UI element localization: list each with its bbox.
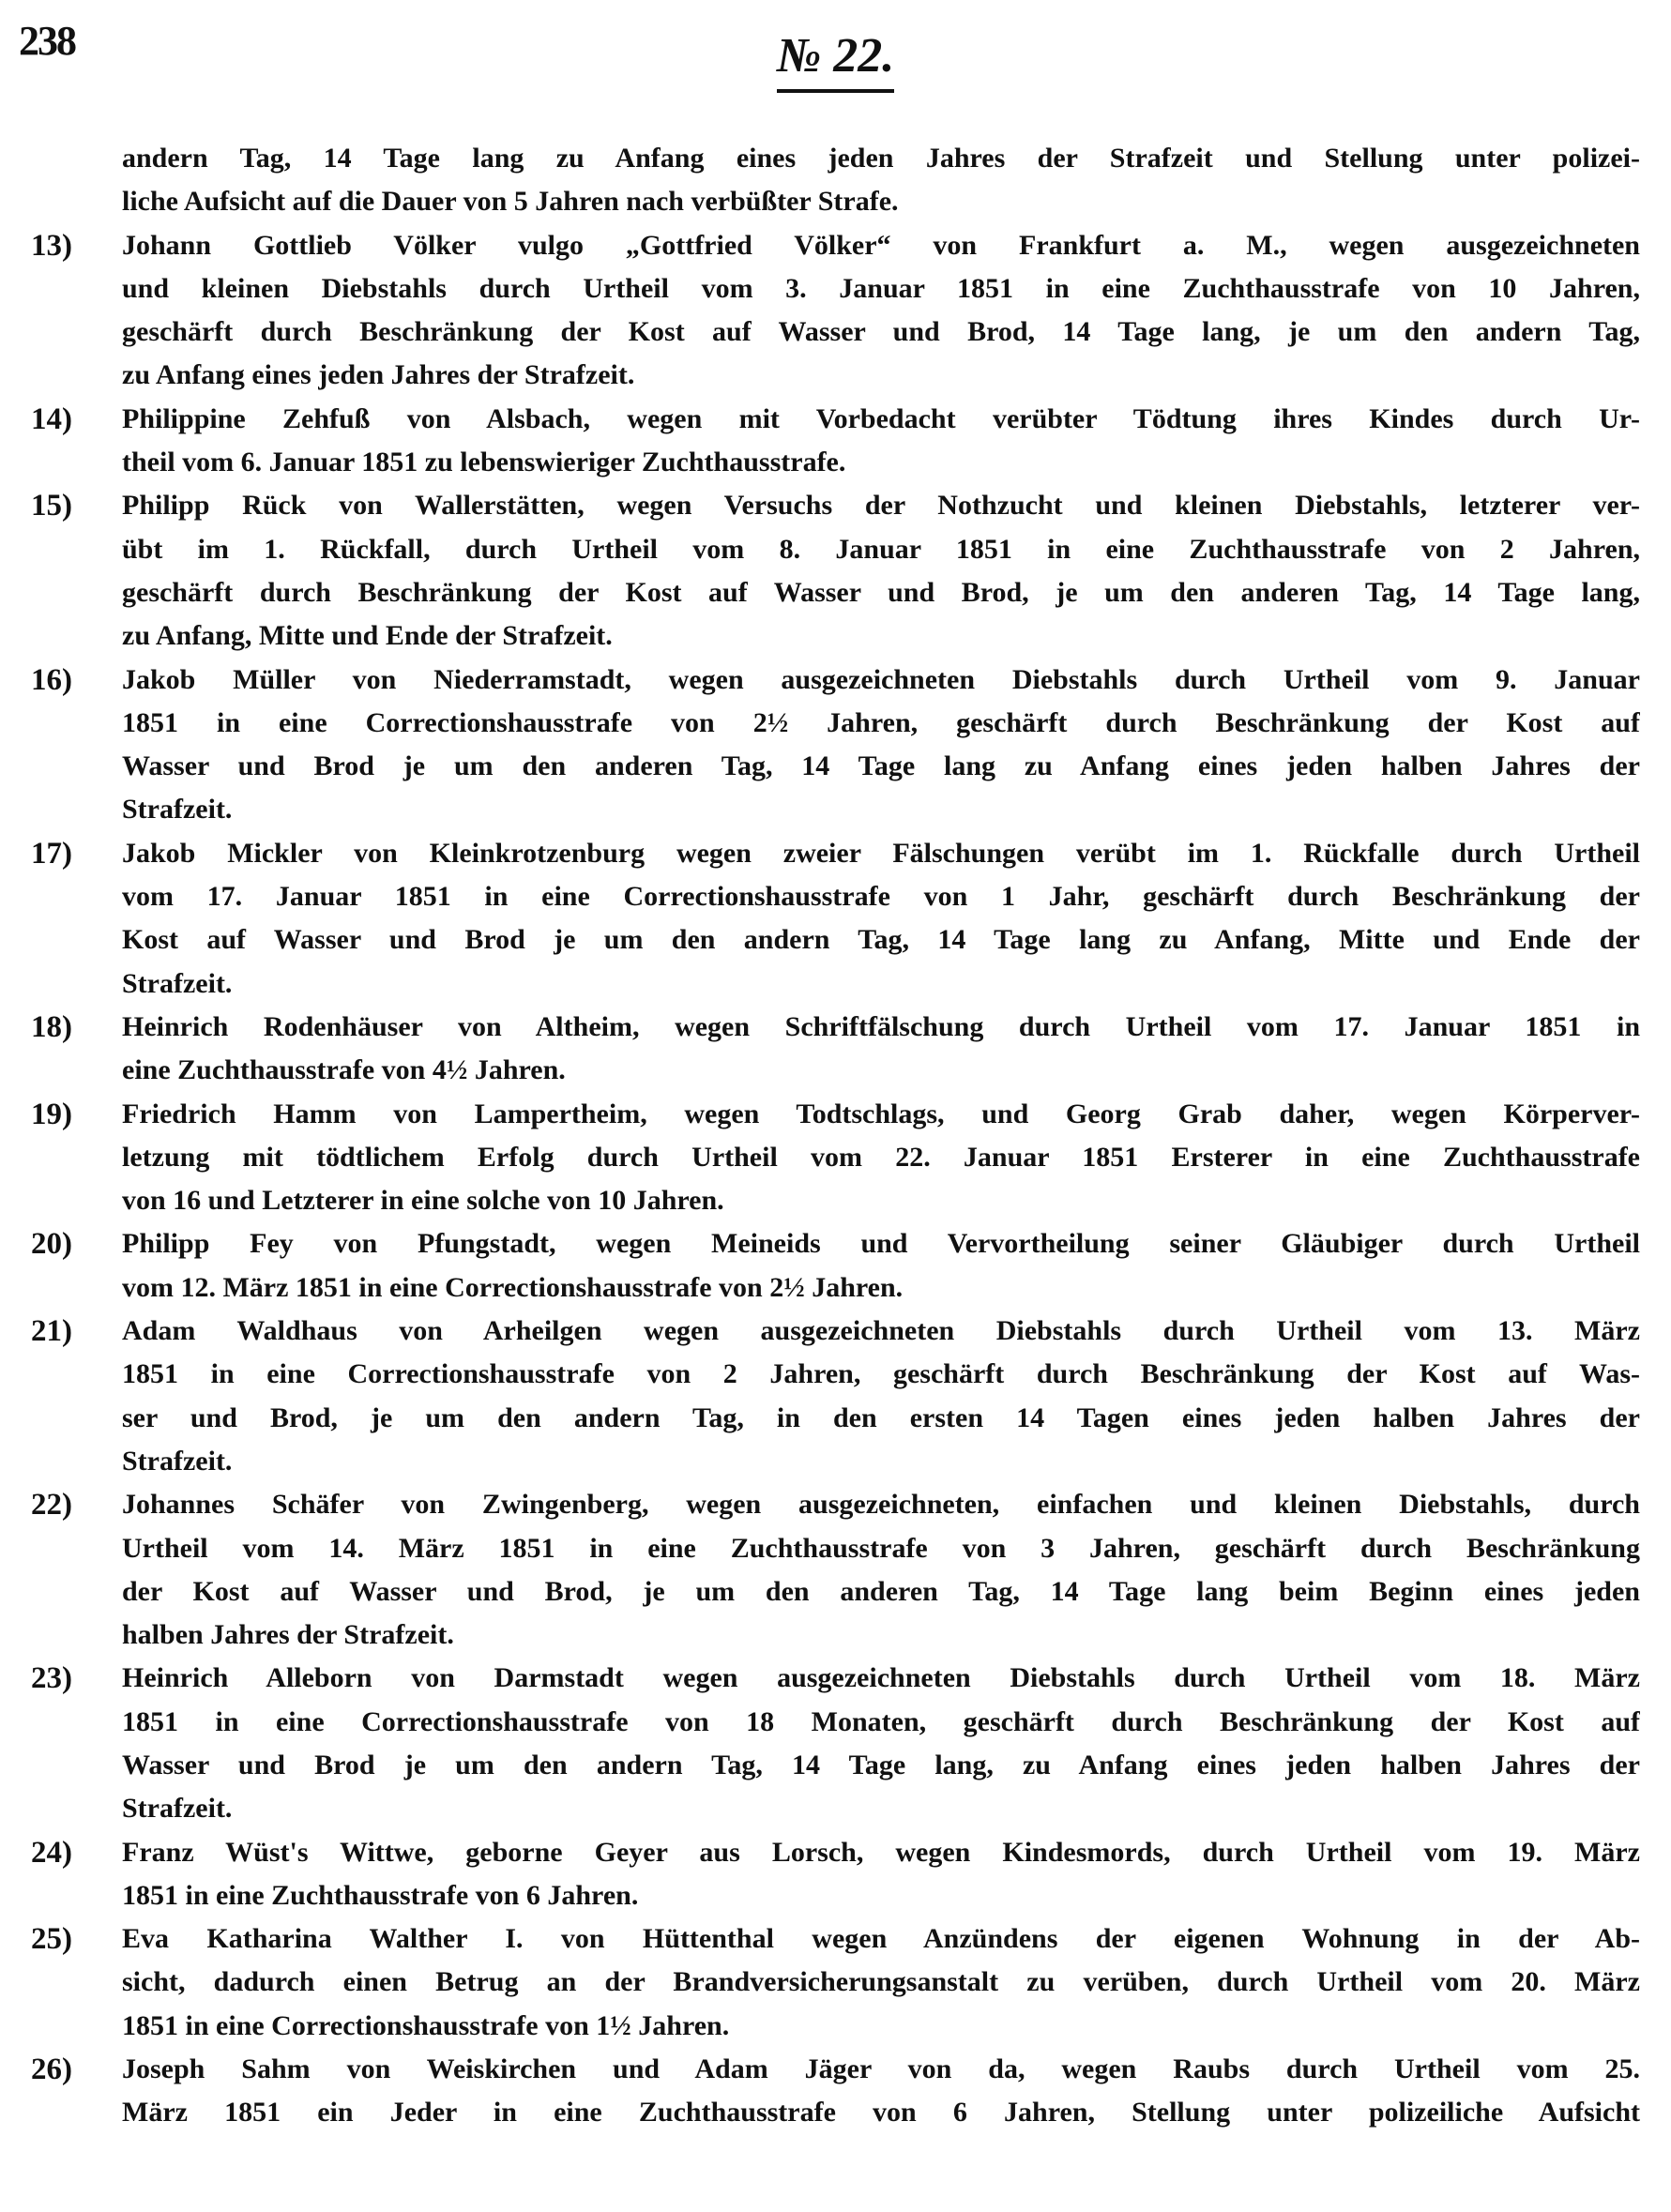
entry (31, 1657, 1640, 1830)
text-line: Kost auf Wasser und Brod je um den andern Tag, 14 Tage lang zu Anfang, Mitte und Ende der (122, 924, 1640, 956)
text-line: März 1851 ein Jeder in eine Zuchthausstrafe von 6 Jahren, Stellung unter polizeiliche Aufsicht (122, 2097, 1640, 2129)
text-line: Friedrich Hamm von Lampertheim, wegen Todtschlags, und Georg Grab daher, wegen Körperver- (122, 1098, 1640, 1129)
text-line: 1851 in eine Zuchthausstrafe von 6 Jahren. (122, 1879, 639, 1911)
entry (31, 1093, 1640, 1223)
text-line: Johannes Schäfer von Zwingenberg, wegen ausgezeichneten, einfachen und kleinen Diebstahls, durch (122, 1489, 1640, 1521)
text-line: Strafzeit. (122, 1793, 233, 1825)
text-line: geschärft durch Beschränkung der Kost auf Wasser und Brod, je um den anderen Tag, 14 Tage lang, (122, 576, 1640, 608)
entry (31, 137, 1640, 224)
entry-number: 19) (31, 1097, 72, 1131)
text-line: übt im 1. Rückfall, durch Urtheil vom 8. Januar 1851 in eine Zuchthausstrafe von 2 Jahren, (122, 533, 1640, 565)
entry-number: 16) (31, 662, 72, 697)
text-line: Eva Katharina Walther I. von Hüttenthal wegen Anzündens der eigenen Wohnung in der Ab- (122, 1923, 1640, 1955)
text-line: letzung mit tödtlichem Erfolg durch Urtheil vom 22. Januar 1851 Ersterer in eine Zuchthausstrafe (122, 1141, 1640, 1173)
text-line: Strafzeit. (122, 967, 233, 999)
text-line: Urtheil vom 14. März 1851 in eine Zuchthausstrafe von 3 Jahren, geschärft durch Beschränkung (122, 1532, 1640, 1564)
entry-number: 15) (31, 489, 72, 523)
entry-number: 22) (31, 1488, 72, 1523)
text-line: 1851 in eine Correctionshausstrafe von 2 Jahren, geschärft durch Beschränkung der Kost auf Was- (122, 1358, 1640, 1390)
text-line: Jakob Müller von Niederramstadt, wegen ausgezeichneten Diebstahls durch Urtheil vom 9. Januar (122, 663, 1640, 695)
text-line: Heinrich Rodenhäuser von Altheim, wegen Schriftfälschung durch Urtheil vom 17. Januar 1851 in (122, 1010, 1640, 1042)
text-line: Philippine Zehfuß von Alsbach, wegen mit Vorbedacht verübter Tödtung ihres Kindes durch Ur- (122, 402, 1640, 434)
entry-number: 26) (31, 2053, 72, 2087)
text-line: zu Anfang eines jeden Jahres der Strafzeit. (122, 359, 635, 391)
text-line: 1851 in eine Correctionshausstrafe von 1½ Jahren. (122, 2009, 730, 2041)
entry (31, 1831, 1640, 1918)
text-line: liche Aufsicht auf die Dauer von 5 Jahren nach verbüßter Strafe. (122, 186, 899, 218)
entry-number: 25) (31, 1922, 72, 1957)
text-line: Wasser und Brod je um den andern Tag, 14 Tage lang, zu Anfang eines jeden halben Jahres der (122, 1749, 1640, 1780)
text-line: Franz Wüst's Wittwe, geborne Geyer aus Lorsch, wegen Kindesmords, durch Urtheil vom 19. März (122, 1836, 1640, 1868)
text-line: 1851 in eine Correctionshausstrafe von 2½ Jahren, geschärft durch Beschränkung der Kost auf (122, 706, 1640, 738)
text-line: Philipp Rück von Wallerstätten, wegen Versuchs der Nothzucht und kleinen Diebstahls, letzterer ver- (122, 490, 1640, 522)
entry (31, 1222, 1640, 1310)
entry-number: 18) (31, 1009, 72, 1044)
entry (31, 1483, 1640, 1657)
text-line: sicht, dadurch einen Betrug an der Brandversicherungsanstalt zu verüben, durch Urtheil vom 20. März (122, 1966, 1640, 1998)
entry (31, 398, 1640, 485)
text-line: von 16 und Letzterer in eine solche von 10 Jahren. (122, 1185, 724, 1217)
text-line: vom 12. März 1851 in eine Correctionshausstrafe von 2½ Jahren. (122, 1271, 904, 1303)
text-line: Wasser und Brod je um den anderen Tag, 14 Tage lang zu Anfang eines jeden halben Jahres der (122, 750, 1640, 782)
page-number: 238 (19, 18, 75, 64)
entry-number: 14) (31, 401, 72, 436)
entry-number: 24) (31, 1835, 72, 1870)
text-line: vom 17. Januar 1851 in eine Correctionshausstrafe von 1 Jahr, geschärft durch Beschränkung der (122, 881, 1640, 913)
text-line: geschärft durch Beschränkung der Kost auf Wasser und Brod, 14 Tage lang, je um den andern Tag, (122, 316, 1640, 348)
entry-number: 13) (31, 228, 72, 263)
text-line: theil vom 6. Januar 1851 zu lebenswieriger Zuchthausstrafe. (122, 447, 846, 478)
text-line: zu Anfang, Mitte und Ende der Strafzeit. (122, 620, 613, 652)
text-line: ser und Brod, je um den andern Tag, in den ersten 14 Tagen eines jeden halben Jahres der (122, 1401, 1640, 1433)
text-line: Jakob Mickler von Kleinkrotzenburg wegen zweier Fälschungen verübt im 1. Rückfalle durch Urtheil (122, 837, 1640, 869)
text-line: und kleinen Diebstahls durch Urtheil vom 3. Januar 1851 in eine Zuchthausstrafe von 10 Jahren, (122, 272, 1640, 304)
entry-number (31, 137, 122, 224)
text-line: Philipp Fey von Pfungstadt, wegen Meineids und Vervortheilung seiner Gläubiger durch Urtheil (122, 1228, 1640, 1260)
text-line: Heinrich Alleborn von Darmstadt wegen ausgezeichneten Diebstahls durch Urtheil vom 18. März (122, 1662, 1640, 1694)
entry (31, 1006, 1640, 1093)
entry (31, 1310, 1640, 1483)
text-line: der Kost auf Wasser und Brod, je um den anderen Tag, 14 Tage lang beim Beginn eines jeden (122, 1575, 1640, 1607)
entry (31, 484, 1640, 658)
entry (31, 832, 1640, 1006)
entry-number: 21) (31, 1314, 72, 1349)
text-line: Strafzeit. (122, 794, 233, 826)
entry (31, 2048, 1640, 2135)
entry (31, 224, 1640, 398)
entry-number: 20) (31, 1227, 72, 1262)
text-line: andern Tag, 14 Tage lang zu Anfang eines jeden Jahres der Strafzeit und Stellung unter polizei- (122, 143, 1640, 174)
text-line: Joseph Sahm von Weiskirchen und Adam Jäger von da, wegen Raubs durch Urtheil vom 25. (122, 2053, 1640, 2085)
issue-number: № 22. (777, 28, 895, 93)
text-line: Adam Waldhaus von Arheilgen wegen ausgezeichneten Diebstahls durch Urtheil vom 13. März (122, 1315, 1640, 1347)
text-line: 1851 in eine Correctionshausstrafe von 18 Monaten, geschärft durch Beschränkung der Kost auf (122, 1705, 1640, 1737)
entry (31, 1917, 1640, 2048)
issue-header (0, 28, 1671, 93)
entry-number: 23) (31, 1661, 72, 1696)
text-line: eine Zuchthausstrafe von 4½ Jahren. (122, 1054, 566, 1086)
entry-list (31, 137, 1640, 2135)
entry-number: 17) (31, 836, 72, 871)
text-line: Strafzeit. (122, 1445, 233, 1477)
text-line: halben Jahres der Strafzeit. (122, 1619, 454, 1651)
text-line: Johann Gottlieb Völker vulgo „Gottfried Völker“ von Frankfurt a. M., wegen ausgezeichneten (122, 229, 1640, 261)
entry (31, 659, 1640, 832)
